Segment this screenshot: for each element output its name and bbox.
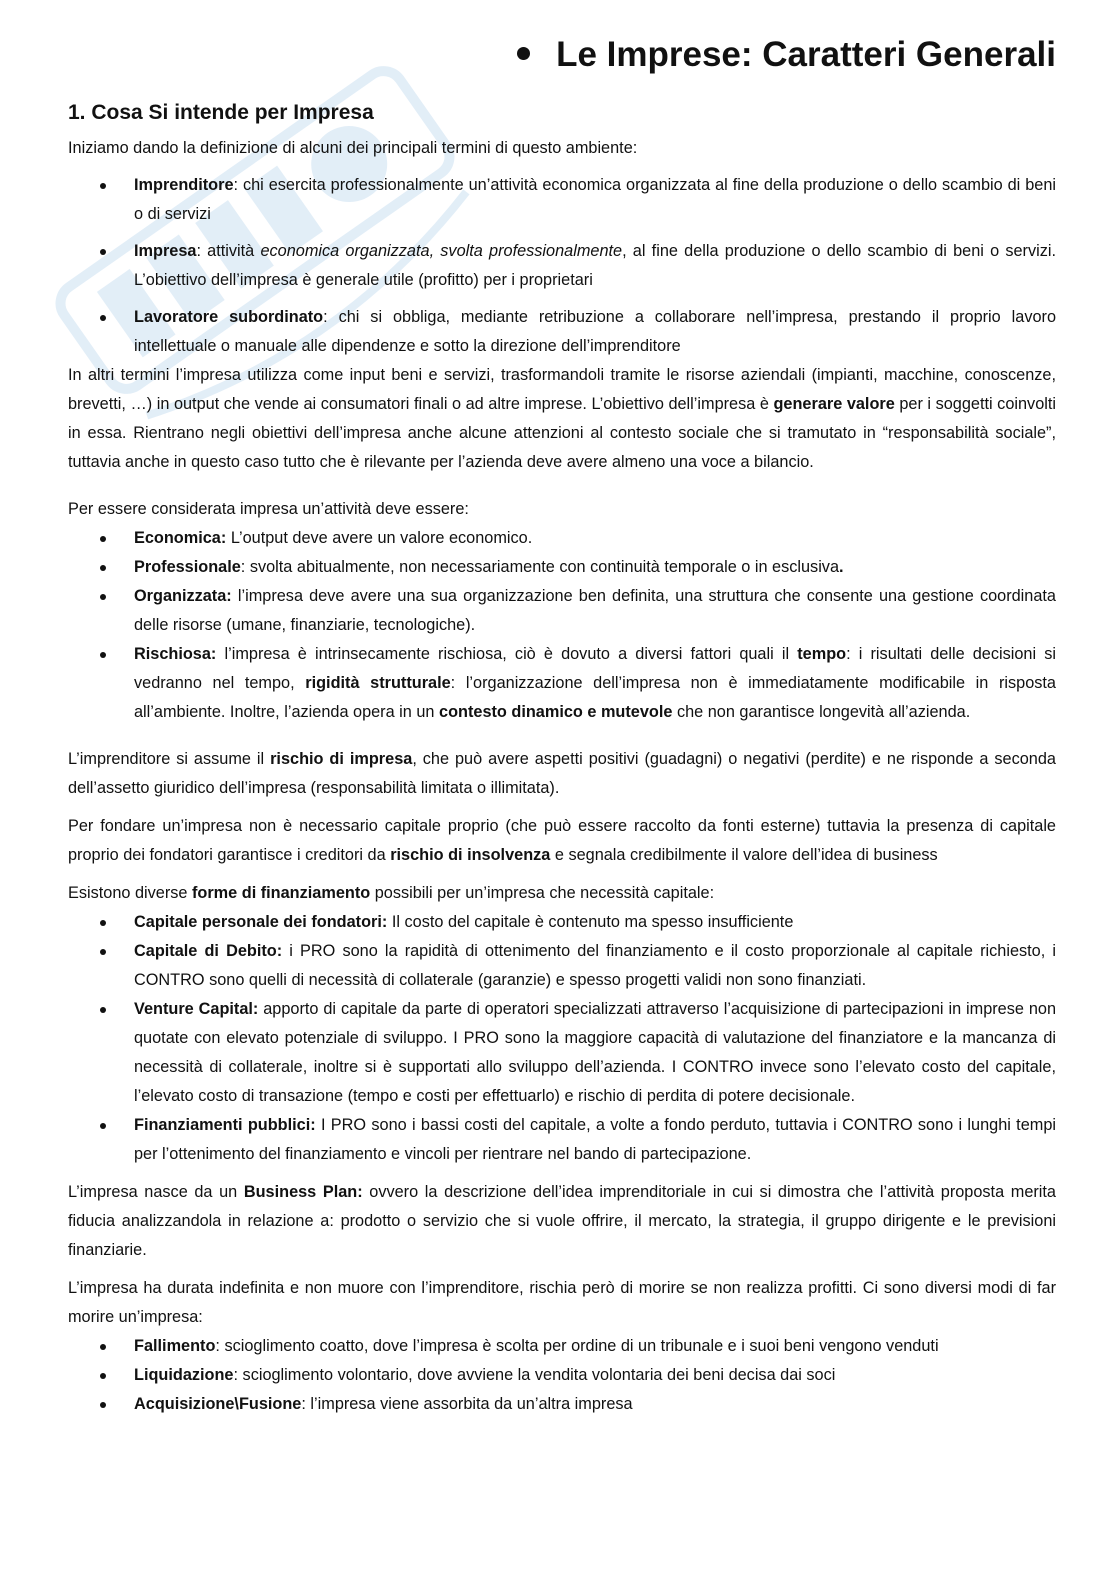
list-item: Fallimento: scioglimento coatto, dove l’impresa è scolta per ordine di un tribunale e i suoi beni vengono venduti <box>68 1332 1056 1361</box>
morte-list <box>68 1332 1056 1419</box>
paragraph-altri-termini: In altri termini l’impresa utilizza come input beni e servizi, trasformandoli tramite le risorse aziendali (impianti, macchine, conoscenze, brevetti, …) in output che vende ai consumatori finali o ad altre imprese. L’obiettivo dell’impresa è generare valore per i soggetti coinvolti in essa. Rientrano negli obiettivi dell’impresa anche alcune attenzioni al contesto sociale che si tramutato in “responsabilità sociale”, tuttavia anche in questo caso tutto che è rilevante per l’azienda deve avere almeno una voce a bilancio. <box>68 366 1057 471</box>
list-item: Acquisizione\Fusione: l’impresa viene assorbita da un’altra impresa <box>68 1390 1056 1419</box>
requisiti-list <box>68 524 1056 727</box>
list-item: Economica: L’output deve avere un valore economico. <box>68 524 1056 553</box>
page-title: Le Imprese: Caratteri Generali <box>68 30 1056 80</box>
list-item: Imprenditore: chi esercita professionalmente un’attività economica organizzata al fine della produzione o dello scambio di beni o di servizi <box>68 171 1056 229</box>
paragraph-forme: Esistono diverse forme di finanziamento possibili per un’impresa che necessità capitale: <box>68 884 715 902</box>
finanziamenti-list <box>68 908 1056 1169</box>
list-item: Capitale personale dei fondatori: Il costo del capitale è contenuto ma spesso insufficiente <box>68 908 1056 937</box>
section-heading: 1. Cosa Si intende per Impresa <box>68 101 374 124</box>
definitions-list <box>68 171 1056 361</box>
list-item: Organizzata: l’impresa deve avere una sua organizzazione ben definita, una struttura che consente una gestione coordinata delle risorse (umane, finanziarie, tecnologiche). <box>68 582 1056 640</box>
title-bullet-icon <box>517 47 530 60</box>
list-item: Liquidazione: scioglimento volontario, dove avviene la vendita volontaria dei beni decisa dai soci <box>68 1361 1056 1390</box>
paragraph-rischio: L’imprenditore si assume il rischio di impresa, che può avere aspetti positivi (guadagni) o negativi (perdite) e ne risponde a seconda dell’assetto giuridico dell’impresa (responsabilità limitata o illimitata). <box>68 750 1056 797</box>
list-item: Professionale: svolta abitualmente, non necessariamente con continuità temporale o in esclusiva. <box>68 553 1056 582</box>
paragraph-business-plan: L’impresa nasce da un Business Plan: ovvero la descrizione dell’idea imprenditoriale in cui si dimostra che l’attività proposta merita fiducia analizzandola in relazione a: prodotto o servizio che si vuole offrire, il mercato, la strategia, il gruppo dirigente e le previsioni finanziarie. <box>68 1183 1056 1259</box>
document-content <box>68 30 1056 1419</box>
intro-paragraph: Iniziamo dando la definizione di alcuni dei principali termini di questo ambiente: <box>68 139 638 157</box>
list-item: Capitale di Debito: i PRO sono la rapidità di ottenimento del finanziamento e il costo proporzionale al capitale richiesto, i CONTRO sono quelli di necessità di collaterale (garanzie) e spesso progetti validi non sono finanziati. <box>68 937 1056 995</box>
paragraph-capitale: Per fondare un’impresa non è necessario capitale proprio (che può essere raccolto da fonti esterne) tuttavia la presenza di capitale proprio dei fondatori garantisce i creditori da rischio di insolvenza e segnala credibilmente il valore dell’idea di business <box>68 817 1056 864</box>
requisiti-intro: Per essere considerata impresa un’attività deve essere: <box>68 500 469 518</box>
list-item: Lavoratore subordinato: chi si obbliga, mediante retribuzione a collaborare nell’impresa, prestando il proprio lavoro intellettuale o manuale alle dipendenze e sotto la direzione dell’imprenditore <box>68 303 1056 361</box>
list-item: Rischiosa: l’impresa è intrinsecamente rischiosa, ciò è dovuto a diversi fattori quali il tempo: i risultati delle decisioni si vedranno nel tempo, rigidità strutturale: l’organizzazione dell’impresa non è immediatamente modificabile in risposta all’ambiente. Inoltre, l’azienda opera in un contesto dinamico e mutevole che non garantisce longevità all’azienda. <box>68 640 1056 727</box>
paragraph-morte: L’impresa ha durata indefinita e non muore con l’imprenditore, rischia però di morire se non realizza profitti. Ci sono diversi modi di far morire un’impresa: <box>68 1279 1056 1326</box>
list-item: Finanziamenti pubblici: I PRO sono i bassi costi del capitale, a volte a fondo perduto, tuttavia i CONTRO sono i lunghi tempi per l’ottenimento del finanziamento e vincoli per rientrare nel bando di partecipazione. <box>68 1111 1056 1169</box>
list-item: Impresa: attività economica organizzata, svolta professionalmente, al fine della produzione o dello scambio di beni o servizi. L’obiettivo dell’impresa è generale utile (profitto) per i proprietari <box>68 237 1056 295</box>
list-item: Venture Capital: apporto di capitale da parte di operatori specializzati attraverso l’acquisizione di partecipazioni in imprese non quotate con elevato potenziale di sviluppo. I PRO sono la maggiore capacità di valutazione del finanziatore e la mancanza di necessità di collaterale, inoltre si è supportati allo sviluppo dell’azienda. I CONTRO invece sono l’elevato costo del capitale, l’elevato costo di transazione (tempo e costi per effettuarlo) e rischio di perdita di potere decisionale. <box>68 995 1056 1111</box>
